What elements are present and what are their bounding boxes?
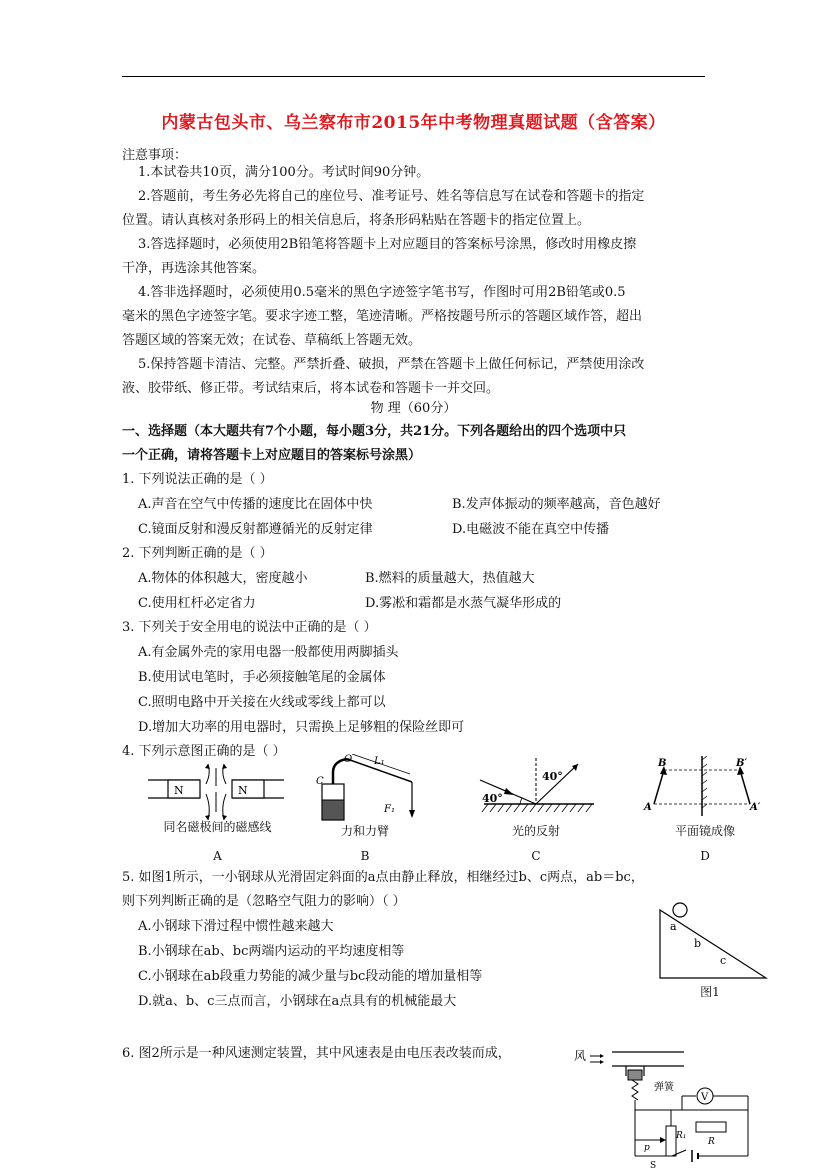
mirror-label: B <box>658 758 667 769</box>
figure-letter: B <box>360 849 370 863</box>
notice-line: 3.答选择题时，必须使用2B铅笔将答题卡上对应题目的答案标号涂黑，修改时用橡皮擦 <box>138 237 637 252</box>
notice-heading: 注意事项： <box>122 148 188 163</box>
figure-caption: 力和力臂 <box>340 824 389 838</box>
circuit-label: R <box>708 1137 715 1147</box>
figure-letter: D <box>700 849 710 863</box>
circuit-label: V <box>701 1092 709 1103</box>
option-b: B.燃料的质量越大，热值越大 <box>365 571 535 586</box>
figure-letter: A <box>213 849 222 863</box>
notice-line: 干净，再选涂其他答案。 <box>122 261 266 276</box>
notice-line: 5.保持答题卡清洁、完整。严禁折叠、破损，严禁在答题卡上做任何标记，严禁使用涂改 <box>138 357 645 372</box>
notice-line: 液、胶带纸、修正带。考试结束后，将本试卷和答题卡一并交回。 <box>122 381 500 396</box>
figure-wind-meter <box>572 1046 754 1169</box>
lever-label: F₁ <box>384 804 395 815</box>
option-b: B.使用试电笔时，手必须接触笔尾的金属体 <box>138 670 386 685</box>
option-a: A.小钢球下滑过程中惯性越来越大 <box>138 919 334 934</box>
notice-line: 2.答题前，考生务必先将自己的座位号、准考证号、姓名等信息写在试卷和答题卡的指定 <box>138 189 645 204</box>
figure-mirror <box>642 756 762 816</box>
option-c: C.照明电路中开关接在火线或零线上都可以 <box>138 695 386 710</box>
question-stem: 5. 如图1所示，一小钢球从光滑固定斜面的a点由静止释放，相继经过b、c两点，ab＝bc， <box>122 870 644 885</box>
figure-reflection <box>474 758 598 820</box>
option-b: B.发声体振动的频率越高，音色越好 <box>452 497 661 512</box>
option-a: A.声音在空气中传播的速度比在固体中快 <box>138 497 373 512</box>
figure-caption: 同名磁极间的磁感线 <box>163 820 272 834</box>
lever-label: L₁ <box>374 756 385 767</box>
page-title: 内蒙古包头市、乌兰察布市2015年中考物理真题试题（含答案） <box>161 113 666 133</box>
subject-heading: 物 理（60分） <box>370 401 457 416</box>
question-stem: 6. 图2所示是一种风速测定装置，其中风速表是由电压表改装而成， <box>122 1046 511 1061</box>
angle-label: 40° <box>482 792 503 805</box>
figure-incline <box>656 902 768 982</box>
option-b: B.小钢球在ab、bc两端内运动的平均速度相等 <box>138 944 405 959</box>
option-d: D.雾凇和霜都是水蒸气凝华形成的 <box>365 596 562 611</box>
incline-label: b <box>694 937 702 950</box>
mirror-label: B′ <box>736 758 748 769</box>
notice-line: 4.答非选择题时，必须使用0.5毫米的黑色字迹签字笔书写，作图时可用2B铅笔或0.5 <box>138 285 626 300</box>
question-stem: 1. 下列说法正确的是（ ） <box>122 472 273 487</box>
figure-magnets <box>148 764 284 824</box>
option-d: D.就a、b、c三点而言，小钢球在a点具有的机械能最大 <box>138 994 457 1009</box>
circuit-label: 风 <box>574 1049 587 1063</box>
option-c: C.小钢球在ab段重力势能的减少量与bc段动能的增加量相等 <box>138 969 483 984</box>
question-stem: 3. 下列关于安全用电的说法中正确的是（ ） <box>122 620 377 635</box>
question-stem: 4. 下列示意图正确的是（ ） <box>122 744 286 759</box>
circuit-label: 弹簧 <box>654 1082 674 1093</box>
option-a: A.有金属外壳的家用电器一般都使用两脚插头 <box>138 645 399 660</box>
mirror-label: A′ <box>750 802 761 813</box>
section-heading: 一个正确，请将答题卡上对应题目的答案标号涂黑） <box>122 448 422 463</box>
figure-caption: 平面镜成像 <box>674 824 735 838</box>
notice-line: 1.本试卷共10页，满分100分。考试时间90分钟。 <box>138 165 430 180</box>
option-c: C.镜面反射和漫反射都遵循光的反射定律 <box>138 522 373 537</box>
mirror-label: A <box>644 802 652 813</box>
circuit-label: R₁ <box>676 1131 687 1141</box>
figure-caption: 光的反射 <box>511 824 560 838</box>
magnet-label: N <box>174 784 184 797</box>
option-d: D.电磁波不能在真空中传播 <box>452 522 610 537</box>
option-c: C.使用杠杆必定省力 <box>138 596 256 611</box>
magnet-label: N <box>238 784 248 797</box>
header-rule <box>122 76 705 77</box>
notice-line: 位置。请认真核对条形码上的相关信息后，将条形码粘贴在答题卡的指定位置上。 <box>122 213 591 228</box>
incline-label: c <box>720 954 727 967</box>
figure-caption: 图1 <box>700 985 720 999</box>
incline-label: a <box>670 920 677 933</box>
notice-line: 答题区域的答案无效；在试卷、草稿纸上答题无效。 <box>122 333 422 348</box>
option-a: A.物体的体积越大，密度越小 <box>138 571 308 586</box>
figure-letter: C <box>531 849 541 863</box>
angle-label: 40° <box>542 770 563 783</box>
section-heading: 一、选择题（本大题共有7个小题，每小题3分，共21分。下列各题给出的四个选项中只 <box>122 424 627 439</box>
lever-label: O <box>344 754 353 765</box>
figure-lever <box>316 754 426 824</box>
question-stem: 则下列判断正确的是（忽略空气阻力的影响）（ ） <box>122 894 406 909</box>
circuit-label: p <box>644 1143 650 1153</box>
circuit-label: S <box>650 1161 657 1169</box>
notice-line: 毫米的黑色字迹签字笔。要求字迹工整，笔迹清晰。严格按题号所示的答题区域作答，超出 <box>122 309 643 324</box>
option-d: D.增加大功率的用电器时，只需换上足够粗的保险丝即可 <box>138 720 465 735</box>
question-stem: 2. 下列判断正确的是（ ） <box>122 546 273 561</box>
lever-label: C <box>316 776 324 787</box>
